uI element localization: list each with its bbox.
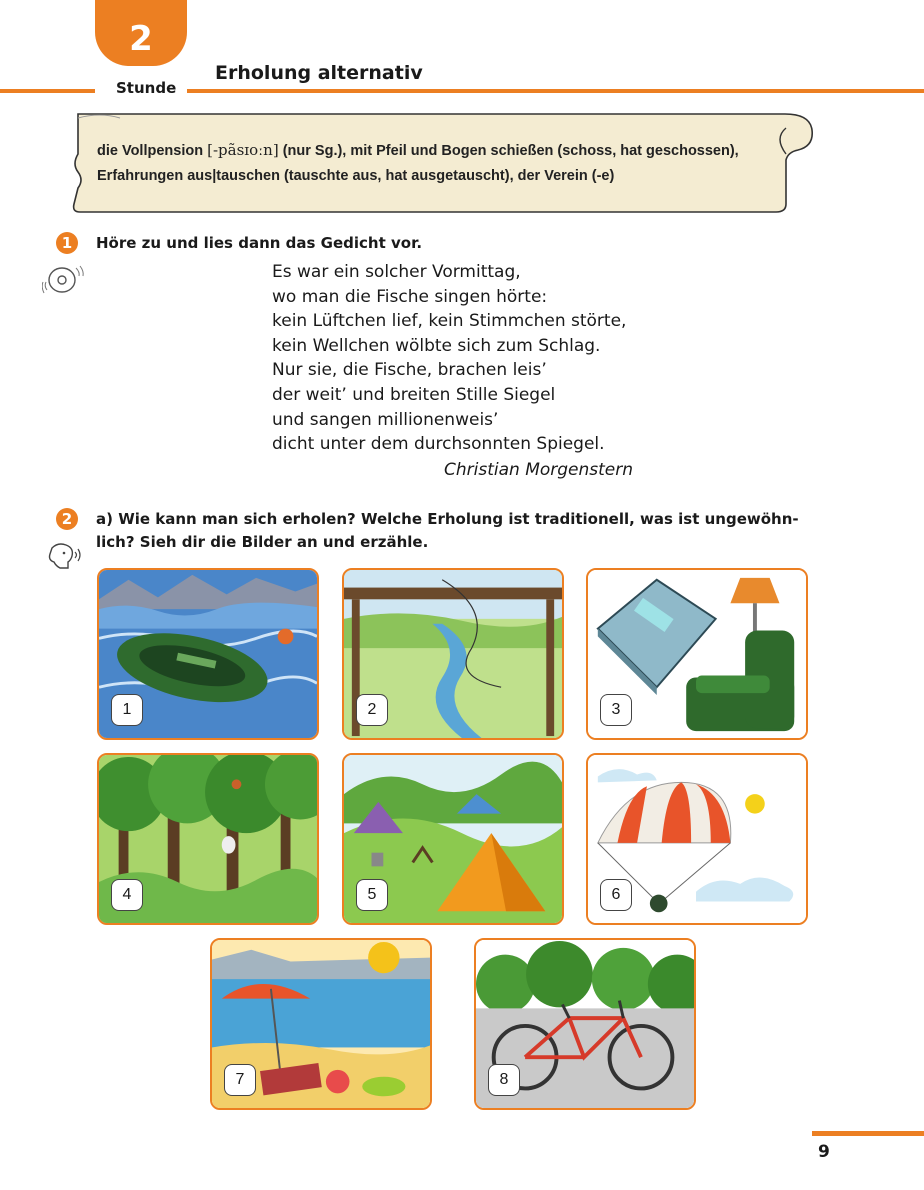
lesson-number: 2 — [129, 19, 153, 59]
poem-line: wo man die Fische singen hörte: — [272, 286, 548, 307]
picture-5-camping — [342, 753, 564, 925]
picture-3-book-armchair — [586, 568, 808, 740]
exercise-2-number: 2 — [56, 508, 78, 530]
exercise-1-number: 1 — [56, 232, 78, 254]
poem-line: kein Wellchen wölbte sich zum Schlag. — [272, 335, 601, 356]
poem-line: dicht unter dem durchsonnten Spiegel. — [272, 434, 605, 455]
picture-label: 4 — [111, 879, 143, 911]
vocab-ipa: [-pãsɪoːn] — [207, 141, 279, 159]
picture-label: 3 — [600, 694, 632, 726]
poem — [272, 260, 626, 457]
header-rule-right — [187, 89, 924, 93]
picture-label: 5 — [356, 879, 388, 911]
picture-2-fishing — [342, 568, 564, 740]
footer-rule — [812, 1131, 924, 1136]
poem-line: Nur sie, die Fische, brachen leis’ — [272, 360, 547, 381]
vocab-line-1: die Vollpension [-pãsɪoːn] (nur Sg.), mit Pfeil und Bogen schießen (schoss, hat geschossen), — [97, 141, 739, 159]
picture-label: 7 — [224, 1064, 256, 1096]
page-number: 9 — [818, 1142, 830, 1162]
header-rule-left — [0, 89, 95, 93]
poem-line: Es war ein solcher Vormittag, — [272, 262, 521, 282]
picture-label: 1 — [111, 694, 143, 726]
picture-label: 8 — [488, 1064, 520, 1096]
picture-label: 6 — [600, 879, 632, 911]
lesson-word: Stunde — [112, 79, 180, 97]
cd-audio-icon[interactable] — [42, 262, 86, 298]
vocab-line-2: Erfahrungen aus|tauschen (tauschte aus, hat ausgetauscht), der Verein (-e) — [97, 168, 615, 184]
poem-author: Christian Morgenstern — [444, 460, 634, 480]
vocab-text — [97, 138, 787, 189]
exercise-2-instruction: a) Wie kann man sich erholen? Welche Erholung ist traditionell, was ist ungewöhn- lich? Sieh dir die Bilder an und erzähle. — [96, 510, 799, 551]
page-title: Erholung alternativ — [209, 62, 429, 84]
exercise-1-instruction: Höre zu und lies dann das Gedicht vor. — [96, 234, 423, 252]
poem-line: der weit’ und breiten Stille Siegel — [272, 384, 556, 405]
picture-8-bicycle — [474, 938, 696, 1110]
picture-4-forest — [97, 753, 319, 925]
picture-6-parachute — [586, 753, 808, 925]
picture-label: 2 — [356, 694, 388, 726]
picture-7-beach — [210, 938, 432, 1110]
poem-line: und sangen millionenweis’ — [272, 409, 499, 430]
speaking-head-icon — [44, 540, 84, 574]
poem-line: kein Lüftchen lief, kein Stimmchen störte, — [272, 311, 627, 332]
picture-1-rubber-boat — [97, 568, 319, 740]
